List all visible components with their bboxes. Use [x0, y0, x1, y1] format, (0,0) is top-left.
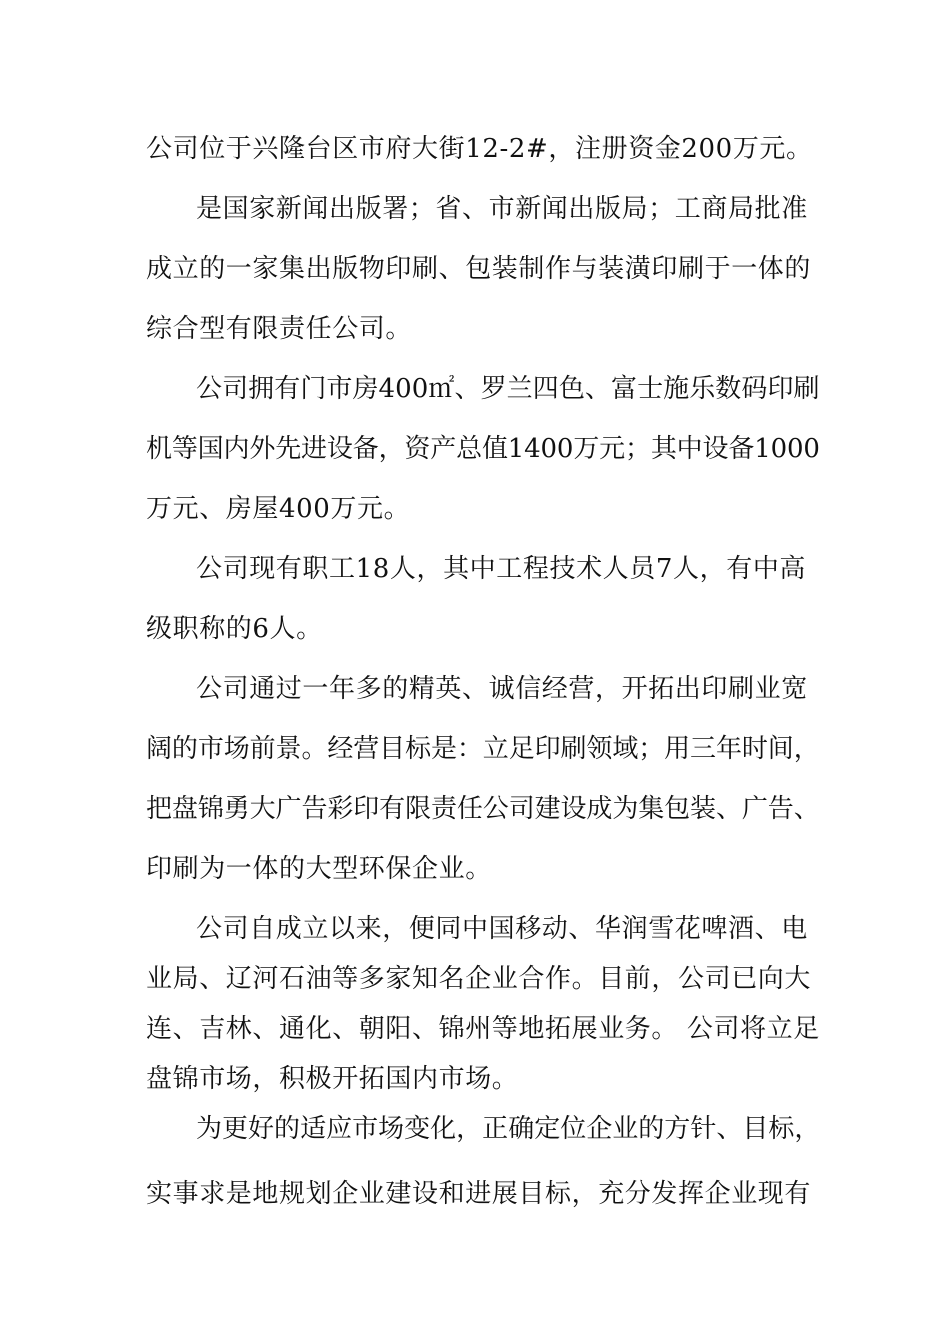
text-line: 综合型有限责任公司。 — [146, 314, 413, 344]
text-line: 实事求是地规划企业建设和进展目标，充分发挥企业现有 — [146, 1179, 812, 1209]
text-line: 连、吉林、通化、朝阳、锦州等地拓展业务。 公司将立足 — [146, 1014, 820, 1044]
text-line: 万元、房屋400万元。 — [146, 494, 411, 524]
text-line: 盘锦市场，积极开拓国内市场。 — [146, 1064, 519, 1094]
text-line: 把盘锦勇大广告彩印有限责任公司建设成为集包装、广告、 — [146, 794, 820, 824]
text-line: 为更好的适应市场变化，正确定位企业的方针、目标， — [196, 1114, 821, 1144]
text-line: 是国家新闻出版署；省、市新闻出版局；工商局批准 — [196, 194, 808, 224]
text-line: 印刷为一体的大型环保企业。 — [146, 854, 492, 884]
text-line: 公司位于兴隆台区市府大街12-2#，注册资金200万元。 — [146, 134, 813, 164]
text-line: 公司拥有门市房400㎡、罗兰四色、富士施乐数码印刷 — [196, 374, 820, 404]
text-line: 公司通过一年多的精英、诚信经营，开拓出印刷业宽 — [196, 674, 808, 704]
text-line: 机等国内外先进设备，资产总值1400万元；其中设备1000 — [146, 434, 820, 464]
text-line: 阔的市场前景。经营目标是：立足印刷领域；用三年时间， — [146, 734, 820, 764]
text-line: 公司现有职工18人，其中工程技术人员7人，有中高 — [196, 554, 807, 584]
text-line: 级职称的6人。 — [146, 614, 323, 644]
text-line: 公司自成立以来，便同中国移动、华润雪花啤酒、电 — [196, 914, 808, 944]
text-line: 业局、辽河石油等多家知名企业合作。目前，公司已向大 — [146, 964, 812, 994]
text-line: 成立的一家集出版物印刷、包装制作与装潢印刷于一体的 — [146, 254, 812, 284]
